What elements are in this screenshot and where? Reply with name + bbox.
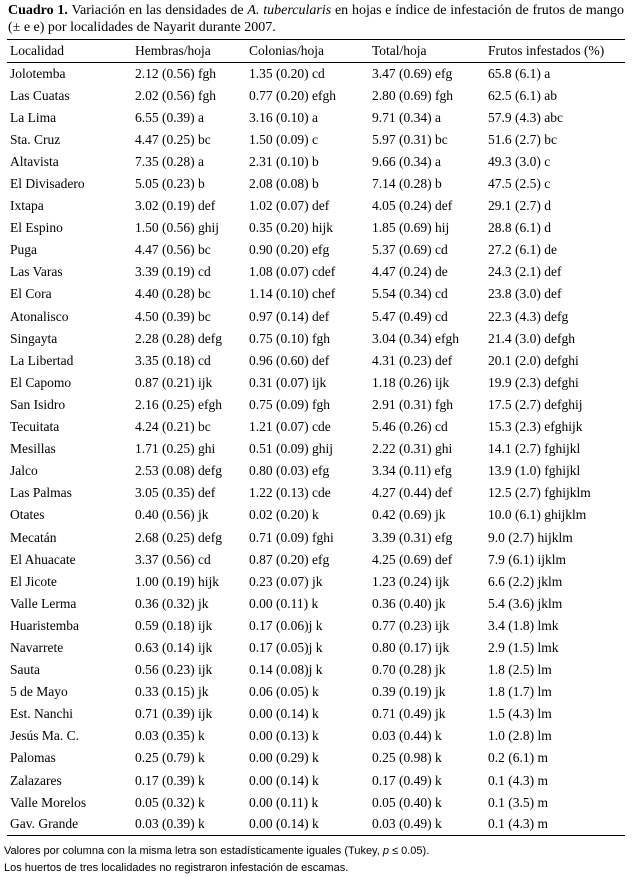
cell-hembras-hoja: 0.25 (0.79) k [135,750,205,766]
cell-hembras-hoja: 0.17 (0.39) k [135,772,205,788]
cell-colonias-hoja: 0.75 (0.10) fgh [249,330,330,346]
column-header-total-hoja: Total/hoja [369,40,485,63]
column-header-localidad: Localidad [7,40,132,63]
cell-colonias-hoja: 0.00 (0.11) k [249,595,319,611]
cell-localidad: 5 de Mayo [10,684,68,700]
note-significance [4,843,628,860]
cell-frutos-infestados: 17.5 (2.7) defghij [488,396,583,412]
cell-colonias-hoja: 1.22 (0.13) cde [249,485,331,501]
cell-total-hoja: 5.54 (0.34) cd [372,286,448,302]
cell-localidad: El Jicote [10,573,57,589]
table-row [7,261,625,283]
cell-hembras-hoja: 0.63 (0.14) ijk [135,639,213,655]
cell-frutos-infestados: 20.1 (2.0) defghi [488,352,579,368]
cell-frutos-infestados: 0.1 (4.3) m [485,814,625,836]
cell-frutos-infestados: 62.5 (6.1) ab [488,87,557,103]
table-row [7,571,625,593]
cell-colonias-hoja: 0.00 (0.14) k [249,706,319,722]
cell-localidad: El Espino [10,220,63,236]
cell-hembras-hoja: 1.50 (0.56) ghij [135,220,219,236]
cell-localidad: Las Varas [10,264,63,280]
table-row [7,416,625,438]
table-row [7,306,625,328]
cell-hembras-hoja: 5.05 (0.23) b [135,176,205,192]
cell-frutos-infestados: 2.9 (1.5) lmk [488,639,559,655]
cell-localidad: Sta. Cruz [10,131,61,147]
table-row [7,703,625,725]
cell-localidad: Huaristemba [10,617,79,633]
cell-frutos-infestados: 1.5 (4.3) lm [488,706,552,722]
cell-frutos-infestados: 65.8 (6.1) a [488,65,551,81]
cell-frutos-infestados: 1.8 (2.5) lm [488,662,552,678]
cell-frutos-infestados: 14.1 (2.7) fghijkl [488,441,581,457]
cell-frutos-infestados: 51.6 (2.7) bc [488,131,557,147]
cell-total-hoja: 3.47 (0.69) efg [372,65,453,81]
cell-frutos-infestados: 1.8 (1.7) lm [488,684,552,700]
cell-total-hoja: 2.80 (0.69) fgh [372,87,453,103]
cell-colonias-hoja: 0.75 (0.09) fgh [249,396,330,412]
caption-text-after: en hojas e índice de infestación de frutos de mango (± e e) por localidades de Nayarit durante 2007. [8,3,624,35]
note-1-after: ≤ 0.05). [388,845,430,857]
cell-localidad: Singayta [10,330,58,346]
table-row [7,85,625,107]
cell-total-hoja: 9.66 (0.34) a [372,153,441,169]
cell-total-hoja: 0.36 (0.40) jk [372,595,446,611]
cell-hembras-hoja: 4.50 (0.39) bc [135,308,211,324]
cell-colonias-hoja: 0.00 (0.29) k [249,750,319,766]
cell-frutos-infestados: 6.6 (2.2) jklm [488,573,563,589]
cell-colonias-hoja: 0.00 (0.11) k [249,794,319,810]
cell-localidad: San Isidro [10,396,66,412]
cell-localidad: Mesillas [10,441,56,457]
cell-frutos-infestados: 0.2 (6.1) m [488,750,548,766]
cell-hembras-hoja: 3.02 (0.19) def [135,198,216,214]
cell-total-hoja: 2.91 (0.31) fgh [372,396,453,412]
cell-frutos-infestados: 12.5 (2.7) fghijklm [488,485,591,501]
column-header-frutos-infestados: Frutos infestados (%) [485,40,625,63]
table-row [7,350,625,372]
cell-total-hoja: 5.46 (0.26) cd [372,419,448,435]
cell-localidad: Mecatán [10,529,57,545]
table-row [7,107,625,129]
cell-frutos-infestados: 3.4 (1.8) lmk [488,617,559,633]
table-row [7,549,625,571]
cell-hembras-hoja: 2.68 (0.25) defg [135,529,222,545]
cell-colonias-hoja: 0.17 (0.05)j k [249,639,323,655]
cell-total-hoja: 0.17 (0.49) k [372,772,442,788]
table-row [7,151,625,173]
cell-total-hoja: 4.25 (0.69) def [372,551,453,567]
cell-colonias-hoja: 2.08 (0.08) b [249,176,319,192]
cell-colonias-hoja: 1.08 (0.07) cdef [249,264,336,280]
cell-total-hoja: 3.34 (0.11) efg [372,463,452,479]
table-row [7,482,625,504]
cell-colonias-hoja: 0.90 (0.20) efg [249,242,330,258]
cell-colonias-hoja: 1.02 (0.07) def [249,198,330,214]
cell-colonias-hoja: 0.14 (0.08)j k [249,662,323,678]
cell-colonias-hoja: 2.31 (0.10) b [249,153,319,169]
cell-hembras-hoja: 2.53 (0.08) defg [135,463,222,479]
table-row [7,173,625,195]
table-row [7,195,625,217]
cell-colonias-hoja: 0.35 (0.20) hijk [249,220,333,236]
cell-hembras-hoja: 0.59 (0.18) ijk [135,617,213,633]
table-caption [8,2,624,36]
cell-frutos-infestados: 57.9 (4.3) abc [488,109,563,125]
cell-total-hoja: 1.23 (0.24) ijk [372,573,450,589]
cell-colonias-hoja: 0.00 (0.14) k [249,772,319,788]
cell-hembras-hoja: 4.47 (0.56) bc [135,242,211,258]
table-row [7,372,625,394]
cell-hembras-hoja: 0.36 (0.32) jk [135,595,209,611]
cell-frutos-infestados: 15.3 (2.3) efghijk [488,419,583,435]
data-table [7,39,625,836]
table-row [7,129,625,151]
cell-colonias-hoja: 0.96 (0.60) def [249,352,330,368]
table-row [7,593,625,615]
cell-frutos-infestados: 13.9 (1.0) fghijkl [488,463,581,479]
cell-hembras-hoja: 2.02 (0.56) fgh [135,87,216,103]
cell-hembras-hoja: 2.16 (0.25) efgh [135,396,222,412]
cell-colonias-hoja: 1.50 (0.09) c [249,131,318,147]
cell-hembras-hoja: 3.39 (0.19) cd [135,264,211,280]
cell-colonias-hoja: 0.06 (0.05) k [249,684,319,700]
cell-localidad: Zalazares [10,772,62,788]
cell-total-hoja: 0.03 (0.44) k [372,728,442,744]
column-header-colonias-hoja: Colonias/hoja [246,40,369,63]
cell-total-hoja: 3.39 (0.31) efg [372,529,453,545]
cell-colonias-hoja: 0.97 (0.14) def [249,308,330,324]
cell-localidad: Palomas [10,750,56,766]
cell-frutos-infestados: 28.8 (6.1) d [488,220,551,236]
cell-total-hoja: 4.47 (0.24) de [372,264,448,280]
cell-frutos-infestados: 23.8 (3.0) def [488,286,562,302]
cell-colonias-hoja: 0.23 (0.07) jk [249,573,323,589]
cell-localidad: Atonalisco [10,308,69,324]
cell-total-hoja: 1.18 (0.26) ijk [372,374,450,390]
cell-localidad: La Lima [10,109,57,125]
table-row [7,63,625,85]
cell-localidad: La Libertad [10,352,74,368]
cell-localidad: Las Palmas [10,485,72,501]
cell-localidad: Jalco [10,463,38,479]
cell-hembras-hoja: 7.35 (0.28) a [135,153,204,169]
note-1-before: Valores por columna con la misma letra son estadísticamente iguales (Tukey, [4,845,383,857]
cell-hembras-hoja: 0.40 (0.56) jk [135,507,209,523]
table-row [7,747,625,769]
cell-hembras-hoja: 1.00 (0.19) hijk [135,573,219,589]
cell-localidad: El Cora [10,286,52,302]
table-row [7,814,625,836]
cell-hembras-hoja: 0.87 (0.21) ijk [135,374,213,390]
cell-frutos-infestados: 19.9 (2.3) defghi [488,374,579,390]
cell-colonias-hoja: 0.17 (0.06)j k [249,617,323,633]
cell-localidad: Valle Morelos [10,794,87,810]
table-row [7,526,625,548]
table-row [7,637,625,659]
cell-hembras-hoja: 4.24 (0.21) bc [135,419,211,435]
cell-hembras-hoja: 0.03 (0.35) k [135,728,205,744]
cell-hembras-hoja: 0.71 (0.39) ijk [135,706,213,722]
cell-hembras-hoja: 3.35 (0.18) cd [135,352,211,368]
table-row [7,792,625,814]
cell-hembras-hoja: 2.28 (0.28) defg [135,330,222,346]
cell-frutos-infestados: 9.0 (2.7) hijklm [488,529,573,545]
cell-frutos-infestados: 21.4 (3.0) defgh [488,330,575,346]
cell-hembras-hoja: 1.71 (0.25) ghi [135,441,216,457]
cell-frutos-infestados: 49.3 (3.0) c [488,153,551,169]
cell-hembras-hoja: 3.37 (0.56) cd [135,551,211,567]
cell-localidad: Jolotemba [10,65,66,81]
cell-localidad: El Ahuacate [10,551,76,567]
cell-colonias-hoja: 0.00 (0.13) k [249,728,319,744]
table-row [7,394,625,416]
cell-localidad: Est. Nanchi [10,706,73,722]
cell-total-hoja: 2.22 (0.31) ghi [372,441,453,457]
cell-localidad: Tecuitata [10,419,60,435]
cell-localidad: Gav. Grande [7,814,132,836]
cell-colonias-hoja: 0.00 (0.14) k [246,814,369,836]
table-row [7,659,625,681]
cell-hembras-hoja: 0.33 (0.15) jk [135,684,209,700]
cell-colonias-hoja: 0.80 (0.03) efg [249,463,330,479]
cell-colonias-hoja: 1.14 (0.10) chef [249,286,336,302]
cell-localidad: Las Cuatas [10,87,70,103]
cell-total-hoja: 0.42 (0.69) jk [372,507,446,523]
cell-frutos-infestados: 7.9 (6.1) ijklm [488,551,566,567]
cell-localidad: Otates [10,507,45,523]
cell-total-hoja: 3.04 (0.34) efgh [372,330,459,346]
cell-localidad: El Divisadero [10,176,85,192]
cell-frutos-infestados: 47.5 (2.5) c [488,176,551,192]
note-1-p: p [382,845,389,857]
cell-total-hoja: 1.85 (0.69) hij [372,220,450,236]
cell-localidad: Ixtapa [10,198,44,214]
cell-colonias-hoja: 0.77 (0.20) efgh [249,87,336,103]
table-row [7,217,625,239]
cell-hembras-hoja: 6.55 (0.39) a [135,109,204,125]
note-no-infestation: Los huertos de tres localidades no registraron infestación de escamas. [4,862,349,874]
table-row [7,770,625,792]
cell-localidad: Navarrete [10,639,64,655]
cell-frutos-infestados: 29.1 (2.7) d [488,198,551,214]
table-row [7,460,625,482]
caption-species: A. tubercularis [247,3,332,18]
cell-total-hoja: 0.77 (0.23) ijk [372,617,450,633]
cell-hembras-hoja: 0.03 (0.39) k [132,814,246,836]
caption-text-before: Variación en las densidades de [71,3,248,18]
cell-total-hoja: 5.37 (0.69) cd [372,242,448,258]
cell-colonias-hoja: 0.51 (0.09) ghij [249,441,333,457]
cell-total-hoja: 7.14 (0.28) b [372,176,442,192]
cell-total-hoja: 0.71 (0.49) jk [372,706,446,722]
cell-hembras-hoja: 4.40 (0.28) bc [135,286,211,302]
column-header-hembras-hoja: Hembras/hoja [132,40,246,63]
table-row [7,504,625,526]
cell-total-hoja: 5.47 (0.49) cd [372,308,448,324]
table-row [7,239,625,261]
cell-hembras-hoja: 4.47 (0.25) bc [135,131,211,147]
table-row [7,328,625,350]
cell-colonias-hoja: 1.35 (0.20) cd [249,65,325,81]
cell-frutos-infestados: 1.0 (2.8) lm [488,728,552,744]
cell-localidad: Sauta [10,662,40,678]
cell-localidad: Altavista [10,153,59,169]
cell-total-hoja: 9.71 (0.34) a [372,109,441,125]
cell-localidad: Valle Lerma [10,595,77,611]
cell-colonias-hoja: 0.02 (0.20) k [249,507,319,523]
cell-total-hoja: 0.39 (0.19) jk [372,684,446,700]
cell-total-hoja: 0.25 (0.98) k [372,750,442,766]
cell-total-hoja: 5.97 (0.31) bc [372,131,448,147]
cell-total-hoja: 0.03 (0.49) k [369,814,485,836]
cell-colonias-hoja: 3.16 (0.10) a [249,109,318,125]
cell-hembras-hoja: 0.56 (0.23) ijk [135,662,213,678]
table-header-row [7,40,625,63]
cell-frutos-infestados: 0.1 (4.3) m [488,772,548,788]
cell-total-hoja: 4.27 (0.44) def [372,485,453,501]
cell-localidad: El Capomo [10,374,72,390]
cell-hembras-hoja: 3.05 (0.35) def [135,485,216,501]
cell-frutos-infestados: 27.2 (6.1) de [488,242,557,258]
cell-frutos-infestados: 10.0 (6.1) ghijklm [488,507,587,523]
table-notes [4,843,628,877]
cell-colonias-hoja: 0.87 (0.20) efg [249,551,330,567]
table-row [7,283,625,305]
cell-total-hoja: 0.05 (0.40) k [372,794,442,810]
table-row [7,438,625,460]
cell-total-hoja: 4.31 (0.23) def [372,352,453,368]
cell-hembras-hoja: 2.12 (0.56) fgh [135,65,216,81]
cell-total-hoja: 0.80 (0.17) ijk [372,639,450,655]
cell-colonias-hoja: 0.31 (0.07) ijk [249,374,327,390]
cell-colonias-hoja: 1.21 (0.07) cde [249,419,331,435]
cell-localidad: Jesús Ma. C. [10,728,80,744]
cell-frutos-infestados: 24.3 (2.1) def [488,264,562,280]
cell-total-hoja: 4.05 (0.24) def [372,198,453,214]
cell-total-hoja: 0.70 (0.28) jk [372,662,446,678]
table-row [7,615,625,637]
cell-frutos-infestados: 5.4 (3.6) jklm [488,595,563,611]
cell-frutos-infestados: 22.3 (4.3) defg [488,308,569,324]
cell-frutos-infestados: 0.1 (3.5) m [488,794,548,810]
caption-label: Cuadro 1. [8,3,68,18]
table-row [7,725,625,747]
cell-colonias-hoja: 0.71 (0.09) fghi [249,529,334,545]
table-body [7,63,625,836]
cell-hembras-hoja: 0.05 (0.32) k [135,794,205,810]
cell-localidad: Puga [10,242,37,258]
table-row [7,681,625,703]
